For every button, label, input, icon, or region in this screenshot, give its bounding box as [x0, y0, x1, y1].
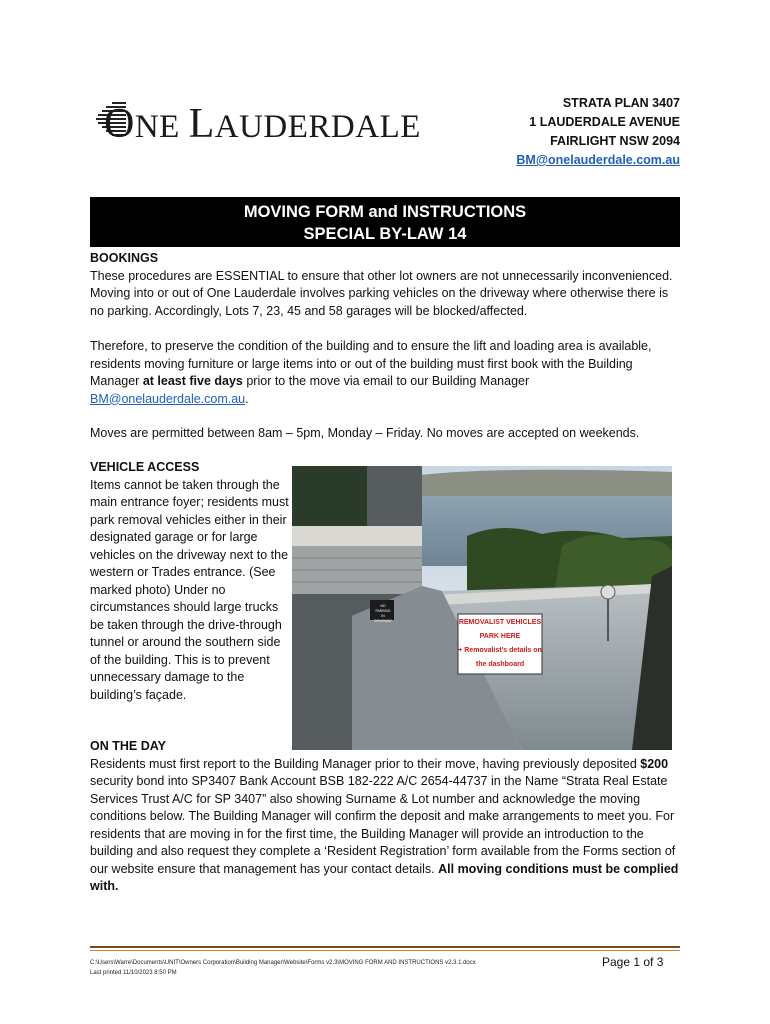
removalist-sign-line1: REMOVALIST VEHICLES: [458, 619, 542, 626]
removalist-sign-line3: + Removalist's details on: [458, 647, 542, 654]
footer-rule: [90, 946, 680, 948]
title-banner: [90, 197, 680, 247]
footer-rule-thin: [90, 950, 680, 951]
bookings-paragraph-1: These procedures are ESSENTIAL to ensure that other lot owners are not unnecessarily inconvenienced. Moving into or out of One Lauderdale involves parking vehicles on the driveway where otherwise there is no parking. Accordingly, Lots 7, 23, 45 and 58 garages will be blocked/affected.: [90, 268, 673, 318]
address-strata-plan: STRATA PLAN 3407: [562, 96, 680, 110]
footer-file-path: C:\Users\Warre\Documents\UNIT\Owners Corporation\Building Manager\Website\Forms v2.3\MOVING FORM AND INSTRUCTIONS v2.3.1.docx Last printed 11/10/2023 8:50 PM: [90, 960, 476, 976]
page-number: Page 1 of 3: [602, 955, 664, 969]
address-block: [516, 94, 680, 170]
driveway-photo: [292, 466, 672, 750]
on-the-day-text: Residents must first report to the Building Manager prior to their move, having previously deposited $200 security bond into SP3407 Bank Account BSB 182-222 A/C 2654-44737 in the Name “Strata Real Estate Services Trust A/C for SP 3407” also showing Surname & Lot number and acknowledge the moving conditions below. The Building Manager will confirm the deposit and make arrangements to meet you. For residents that are moving in for the first time, the Building Manager will provide an introduction to the building and also request they complete a ‘Resident Registration’ form available from the Forms section of our website ensure that management has your contact details. All moving conditions must be complied with.: [90, 756, 679, 893]
removalist-sign-line4: the dashboard: [475, 661, 525, 668]
no-parking-wall-sign: NO PARKING IN DRIVEWAY: [374, 604, 392, 623]
on-the-day-heading: ON THE DAY: [90, 739, 166, 753]
bookings-email-link[interactable]: BM@onelauderdale.com.au: [90, 391, 246, 406]
header-email-link[interactable]: BM@onelauderdale.com.au: [516, 153, 680, 167]
banner-title: MOVING FORM and INSTRUCTIONS: [243, 203, 527, 221]
footer-last-printed: Last printed 11/10/2023 8:50 PM: [90, 970, 177, 976]
removalist-sign-line2: PARK HERE: [479, 633, 521, 640]
bookings-heading: BOOKINGS: [90, 251, 159, 265]
compliance-note: All moving conditions must be complied with.: [90, 861, 679, 893]
address-street: 1 LAUDERDALE AVENUE: [529, 115, 680, 129]
banner-subtitle: SPECIAL BY-LAW 14: [303, 225, 467, 243]
address-suburb: FAIRLIGHT NSW 2094: [550, 134, 680, 148]
bookings-paragraph-3: Moves are permitted between 8am – 5pm, Monday – Friday. No moves are accepted on weekends.: [90, 426, 640, 440]
bond-amount: $200: [640, 756, 669, 771]
on-the-day-section: [90, 738, 680, 896]
vehicle-access-section: [90, 459, 290, 704]
removalist-sign: [458, 616, 542, 672]
logo-wordmark: ONE LAUDERDALE: [104, 101, 421, 147]
bookings-paragraph-2: Therefore, to preserve the condition of the building and to ensure the lift and loading area is available, residents moving furniture or large items into or out of the building must first book with the Building Manager at least five days prior to the move via email to our Building Manager BM@onelauderdale.com.au.: [90, 339, 652, 406]
vehicle-access-text: Items cannot be taken through the main entrance foyer; residents must park removal vehicles either in their designated garage or for large vehicles on the driveway next to the western or Trades entrance. (See marked photo) Under no circumstances should large trucks be taken through the drive-through tunnel or around the southern side of the building. This is to prevent unnecessary damage to the building’s façade.: [90, 477, 289, 702]
one-lauderdale-logo: [94, 98, 459, 148]
bookings-section: [90, 250, 680, 320]
vehicle-access-heading: VEHICLE ACCESS: [90, 460, 200, 474]
